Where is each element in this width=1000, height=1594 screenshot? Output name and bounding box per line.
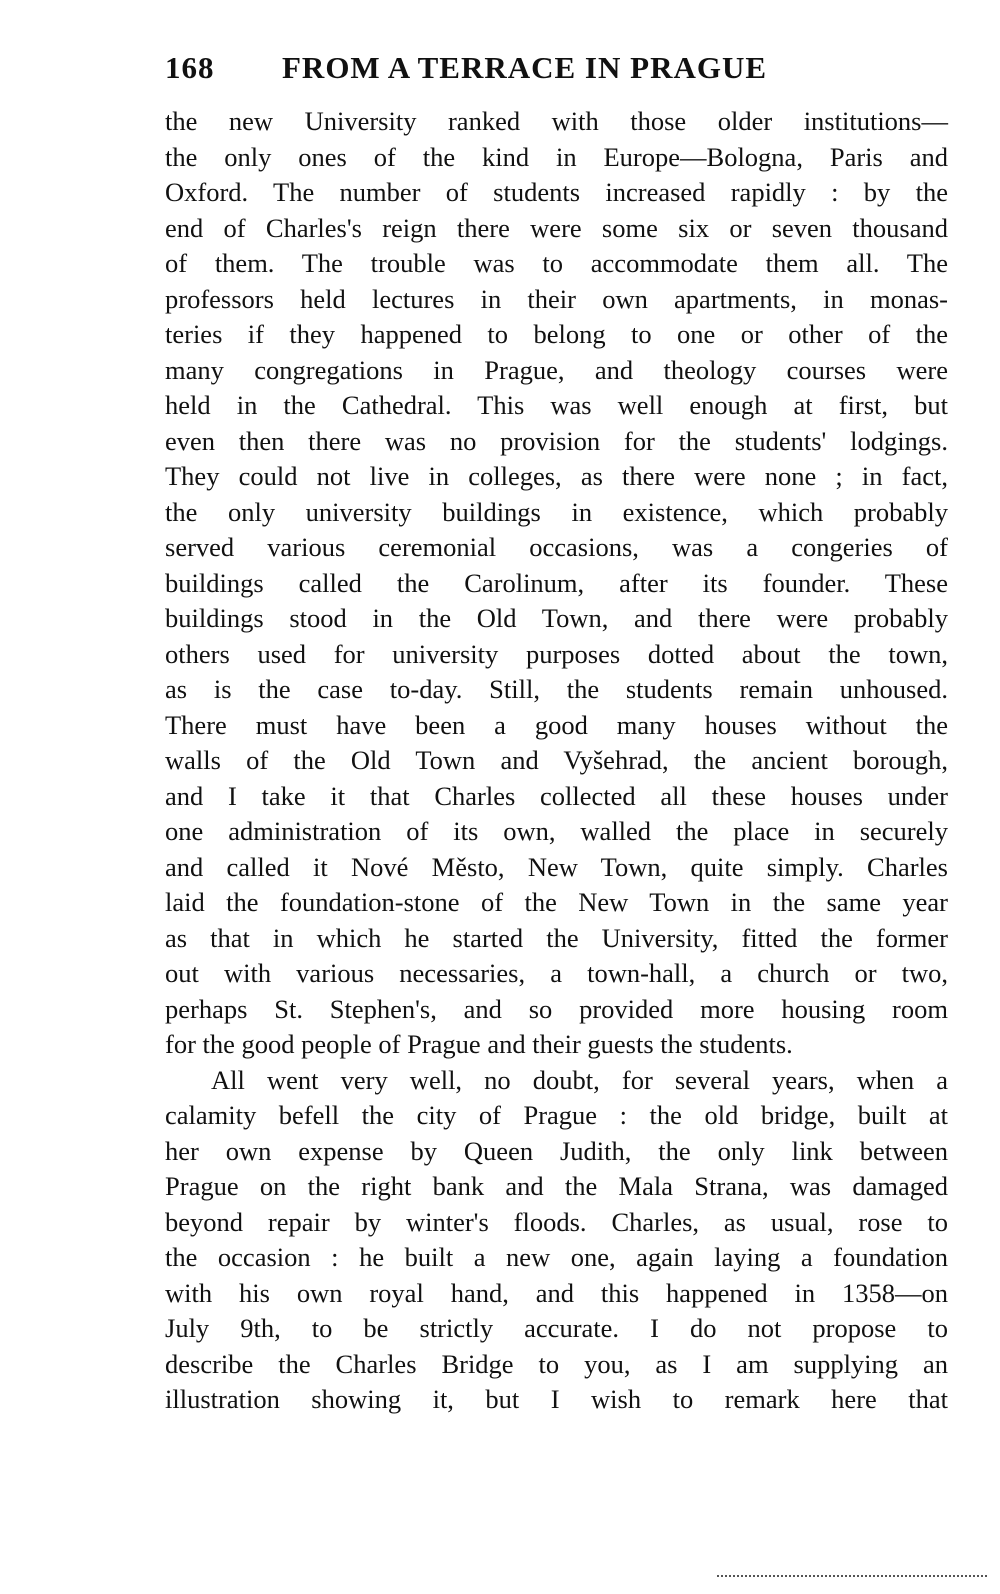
text-line: out with various necessaries, a town-hall, a church or two, (165, 958, 948, 988)
text-line: illustration showing it, but I wish to remark here that (165, 1384, 948, 1414)
text-line: with his own royal hand, and this happened in 1358—on (165, 1277, 948, 1308)
text-line: July 9th, to be strictly accurate. I do not propose to (165, 1313, 948, 1343)
text-line: They could not live in colleges, as there were none ; in fact, (165, 461, 948, 491)
text-line: the only university buildings in existence, which probably (165, 496, 948, 527)
text-line: Oxford. The number of students increased rapidly : by the (165, 177, 948, 207)
text-line: and I take it that Charles collected all these houses under (165, 780, 948, 811)
bottom-rule (717, 1575, 987, 1577)
text-line: many congregations in Prague, and theology courses were (165, 354, 948, 385)
text-line: beyond repair by winter's floods. Charles, as usual, rose to (165, 1206, 948, 1237)
text-line: buildings called the Carolinum, after its founder. These (165, 567, 948, 598)
text-line: the only ones of the kind in Europe—Bologna, Paris and (165, 141, 948, 172)
text-line: for the good people of Prague and their guests the students. (165, 1029, 793, 1059)
text-line: her own expense by Queen Judith, the only link between (165, 1135, 948, 1166)
text-line: walls of the Old Town and Vyšehrad, the ancient borough, (165, 745, 948, 775)
text-line: the occasion : he built a new one, again laying a foundation (165, 1242, 948, 1272)
body-text (165, 104, 948, 1418)
text-line: perhaps St. Stephen's, and so provided more housing room (165, 993, 948, 1024)
text-line: held in the Cathedral. This was well enough at first, but (165, 390, 948, 420)
running-title: FROM A TERRACE IN PRAGUE (282, 50, 768, 85)
paragraph-1 (165, 104, 948, 1063)
text-line: All went very well, no doubt, for several years, when a (211, 1064, 948, 1095)
text-line: laid the foundation-stone of the New Town in the same year (165, 887, 948, 917)
text-line: describe the Charles Bridge to you, as I am supplying an (165, 1348, 948, 1379)
text-line: the new University ranked with those older institutions— (165, 106, 948, 136)
text-line: even then there was no provision for the students' lodgings. (165, 425, 948, 456)
paragraph-2 (165, 1063, 948, 1418)
text-line: served various ceremonial occasions, was a congeries of (165, 532, 948, 562)
text-line: one administration of its own, walled the place in securely (165, 816, 948, 846)
text-line: Prague on the right bank and the Mala Strana, was damaged (165, 1171, 948, 1201)
text-line: and called it Nové Město, New Town, quite simply. Charles (165, 851, 948, 882)
text-line: end of Charles's reign there were some six or seven thousand (165, 212, 948, 243)
text-line: as that in which he started the University, fitted the former (165, 922, 948, 953)
text-line: There must have been a good many houses without the (165, 709, 948, 740)
text-line: others used for university purposes dotted about the town, (165, 638, 948, 669)
text-line: buildings stood in the Old Town, and there were probably (165, 603, 948, 633)
text-line: teries if they happened to belong to one or other of the (165, 319, 948, 349)
text-line: as is the case to-day. Still, the students remain unhoused. (165, 674, 948, 704)
text-line: professors held lectures in their own apartments, in monas- (165, 283, 948, 314)
text-line: of them. The trouble was to accommodate them all. The (165, 248, 948, 278)
text-line: calamity befell the city of Prague : the old bridge, built at (165, 1100, 948, 1130)
page-number: 168 (165, 50, 215, 85)
